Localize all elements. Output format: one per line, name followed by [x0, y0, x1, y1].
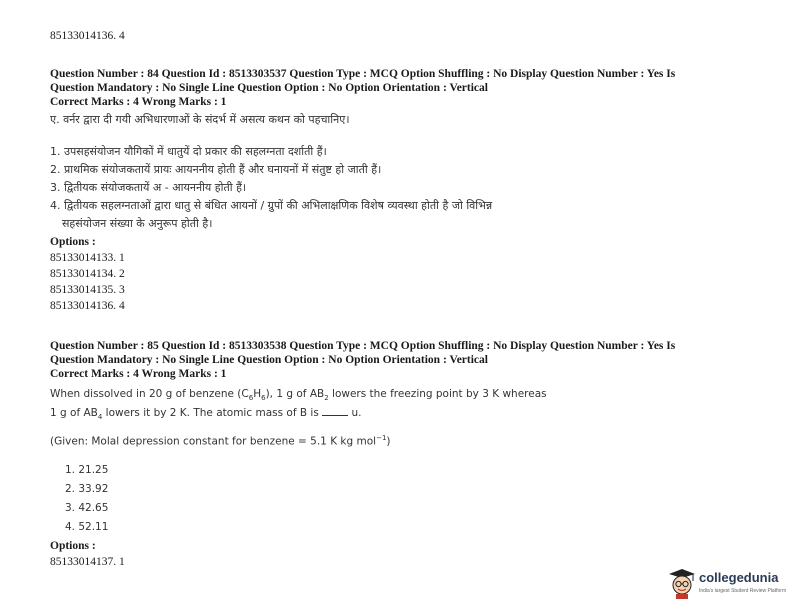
question-meta-line-1: Question Number : 85 Question Id : 8513303538 Question Type : MCQ Option Shuffling : No Display Question Number : Yes Is	[50, 340, 676, 352]
logo-tagline: India's largest Student Review Platform	[699, 588, 787, 594]
answer-blank	[322, 406, 348, 416]
option-line: 85133014134. 2	[50, 268, 125, 280]
question-marks: Correct Marks : 4 Wrong Marks : 1	[50, 368, 227, 380]
options-label: Options :	[50, 540, 96, 552]
question-text-line-2: 1 g of $AB_4$ lowers it by 2 K. The atomic mass of B is u.	[50, 407, 362, 422]
question-meta-line-2: Question Mandatory : No Single Line Question Option : No Option Orientation : Vertical	[50, 354, 488, 366]
option-line: 85133014135. 3	[50, 284, 125, 296]
option-line: 85133014133. 1	[50, 252, 125, 264]
question-meta-line-2: Question Mandatory : No Single Line Question Option : No Option Orientation : Vertical	[50, 82, 488, 94]
statement-2: 2. प्राथमिक संयोजकतायें प्रायः आयननीय होती हैं और घनायनों में संतुष्ट हो जाती हैं।	[50, 163, 382, 176]
choice-2: 2. 33.92	[65, 483, 109, 495]
given-data: (Given: Molal depression constant for benzene = 5.1 K kg mol$^{-1}$)	[50, 434, 391, 448]
collegedunia-logo	[667, 566, 785, 602]
choice-4: 4. 52.11	[65, 521, 109, 533]
choice-1: 1. 21.25	[65, 464, 109, 476]
statement-4-continued: सहसंयोजन संख्या के अनुरूप होती है।	[62, 217, 213, 230]
option-line: 85133014137. 1	[50, 556, 125, 568]
logo-wordmark: collegedunia	[699, 570, 779, 585]
question-meta-line-1: Question Number : 84 Question Id : 8513303537 Question Type : MCQ Option Shuffling : No Display Question Number : Yes Is	[50, 68, 676, 80]
options-label: Options :	[50, 236, 96, 248]
statement-3: 3. द्वितीयक संयोजकतायें अ - आयननीय होती हैं।	[50, 181, 247, 194]
question-text-line-1: When dissolved in 20 g of benzene $(C_6H_6)$, 1 g of $AB_2$ lowers the freezing point by 3 K whereas	[50, 388, 547, 403]
mascot-icon	[667, 566, 697, 600]
statement-4: 4. द्वितीयक सहलग्नताओं द्वारा धातु से बंधित आयनों / ग्रुपों की अभिलाक्षणिक विशेष व्यवस्था होती है जो विभिन्न	[50, 199, 493, 212]
option-line: 85133014136. 4	[50, 300, 125, 312]
choice-3: 3. 42.65	[65, 502, 109, 514]
statement-1: 1. उपसहसंयोजन यौगिकों में धातुयें दो प्रकार की सहलग्नता दर्शाती हैं।	[50, 145, 327, 158]
question-marks: Correct Marks : 4 Wrong Marks : 1	[50, 96, 227, 108]
option-line: 85133014136. 4	[50, 30, 125, 42]
question-text: ए. वर्नर द्वारा दी गयी अभिधारणाओं के संदर्भ में असत्य कथन को पहचानिए।	[50, 113, 350, 126]
